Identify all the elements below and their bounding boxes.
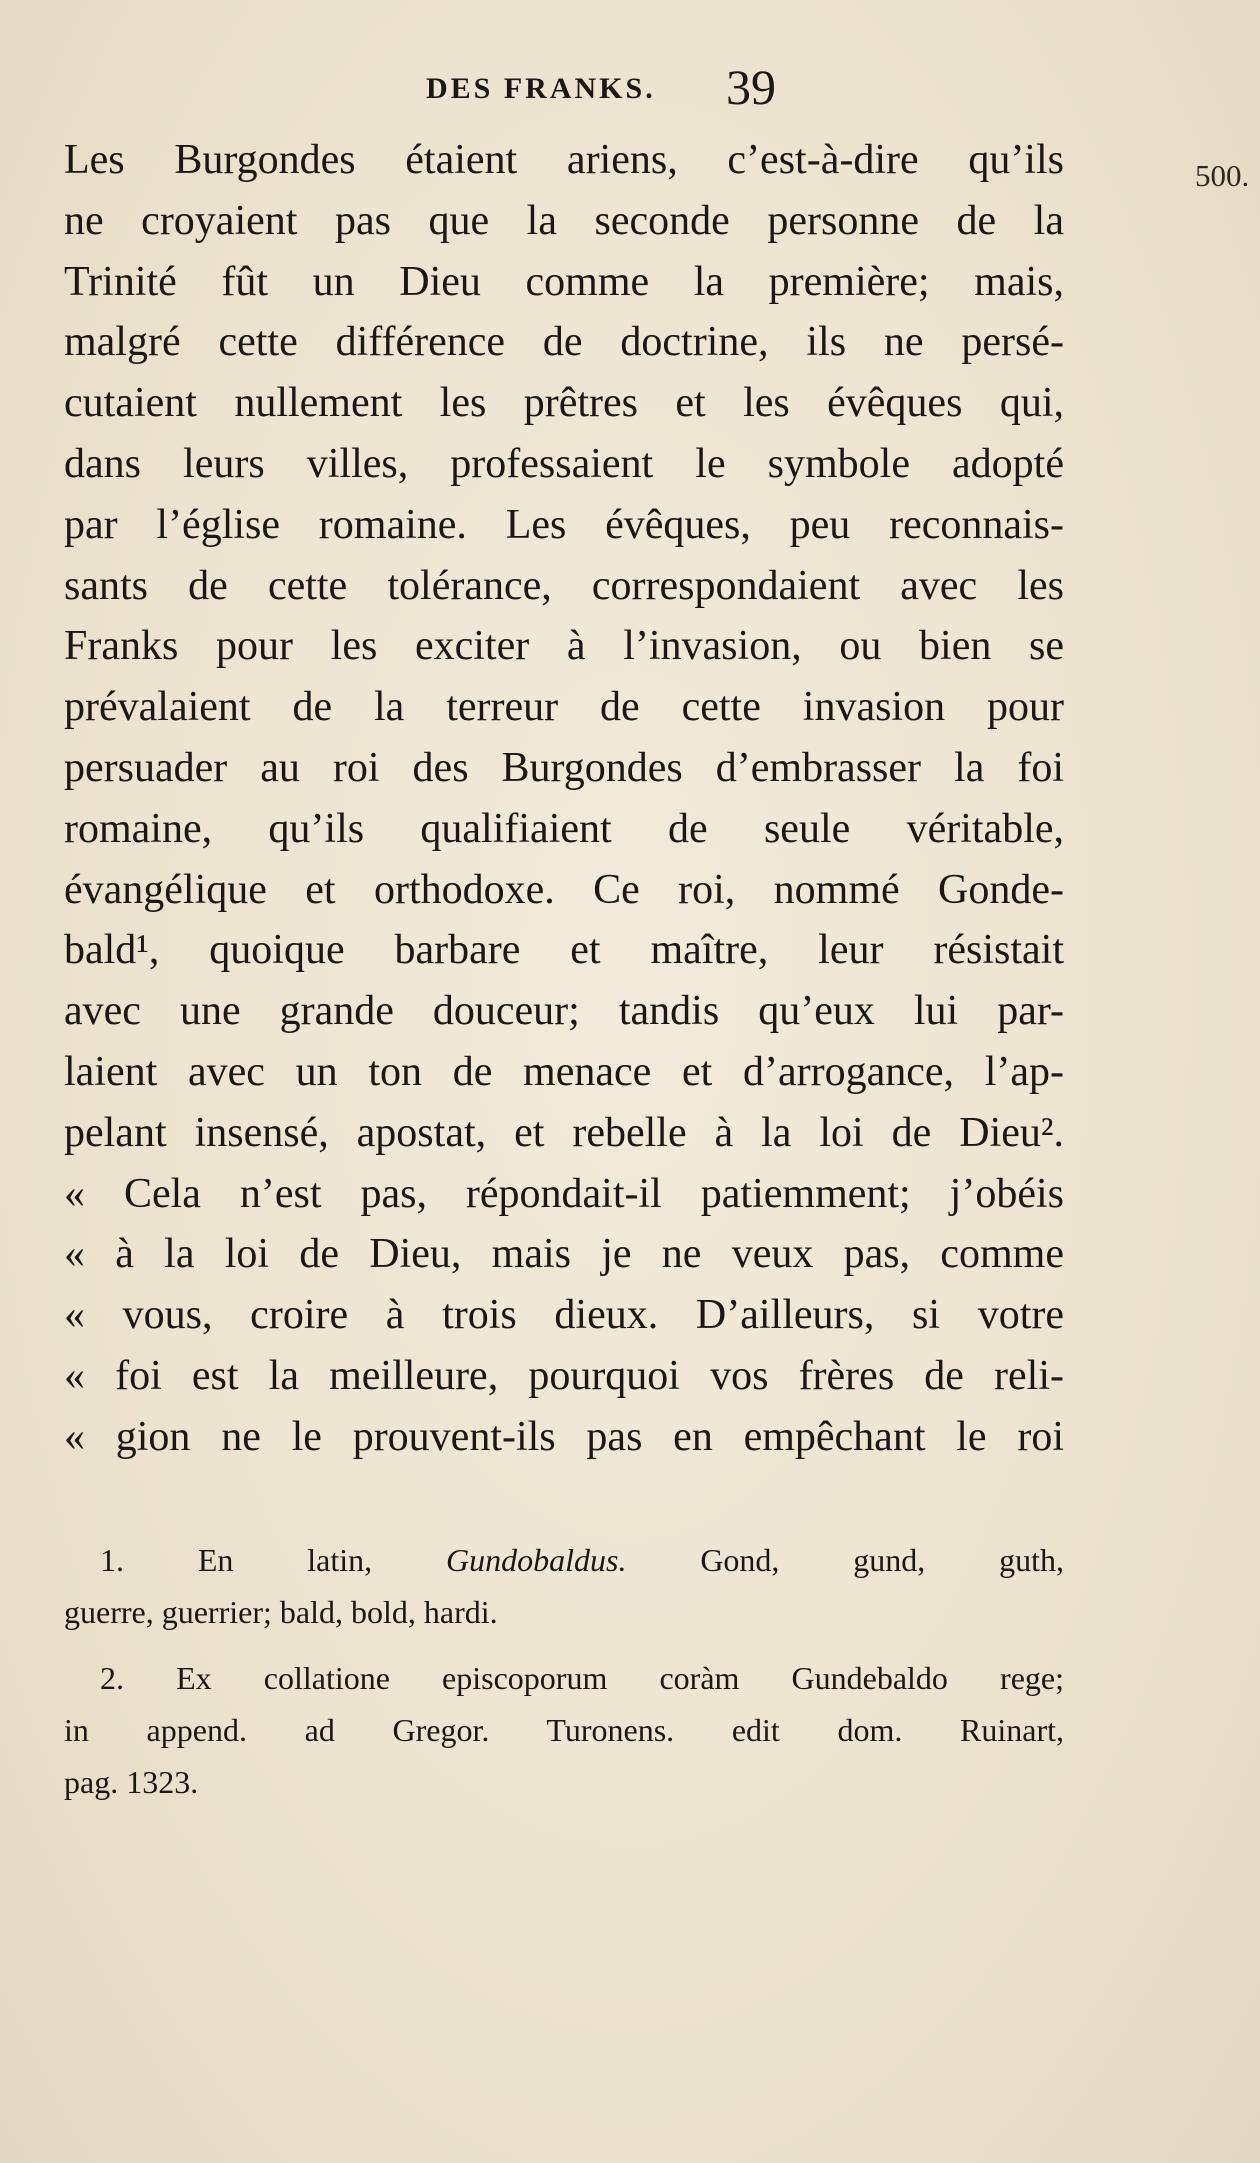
text-line: Franks pour les exciter à l’invasion, ou bien se [64, 623, 1064, 670]
text-line: sants de cette tolérance, correspondaient avec les [64, 562, 1064, 609]
footnote-1-line-1 [64, 1534, 1064, 1586]
footnote-2-line-1: 2. Ex collatione episcoporum coràm Gundebaldo rege; [100, 1660, 1064, 1696]
text-line: par l’église romaine. Les évêques, peu reconnais- [64, 501, 1064, 548]
footnotes [64, 1534, 1064, 1808]
footnote-1-post: Gond, gund, guth, [700, 1542, 1065, 1578]
text-line: prévalaient de la terreur de cette invasion pour [64, 684, 1064, 731]
page-number: 39 [726, 59, 776, 115]
body-text [64, 130, 1064, 1468]
text-line: avec une grande douceur; tandis qu’eux lui par- [64, 988, 1064, 1035]
text-line: laient avec un ton de menace et d’arrogance, l’ap- [64, 1048, 1064, 1095]
text-line: cutaient nullement les prêtres et les évêques qui, [64, 380, 1064, 427]
text-line: ne croyaient pas que la seconde personne de la [64, 197, 1064, 244]
footnote-2-line-2: in append. ad Gregor. Turonens. edit dom. Ruinart, [64, 1712, 1064, 1748]
text-line: bald¹, quoique barbare et maître, leur résistait [64, 927, 1064, 974]
text-line: pelant insensé, apostat, et rebelle à la loi de Dieu². [64, 1109, 1064, 1156]
text-line: évangélique et orthodoxe. Ce roi, nommé Gonde- [64, 866, 1064, 913]
text-line: « gion ne le prouvent-ils pas en empêchant le roi [64, 1413, 1064, 1460]
text-line: malgré cette différence de doctrine, ils ne persé- [64, 319, 1064, 366]
footnote-1-line-2: guerre, guerrier; bald, bold, hardi. [64, 1594, 498, 1630]
footnote-2-line-3: pag. 1323. [64, 1764, 199, 1800]
footnote-1-italic: Gundobaldus. [446, 1542, 627, 1578]
page-header [400, 59, 1080, 126]
footnote-1-pre: En latin, [197, 1542, 373, 1578]
text-line: persuader au roi des Burgondes d’embrasser la foi [64, 744, 1064, 791]
text-line: « à la loi de Dieu, mais je ne veux pas, comme [64, 1231, 1064, 1278]
text-line: « Cela n’est pas, répondait-il patiemment; j’obéis [64, 1170, 1064, 1217]
text-line: « vous, croire à trois dieux. D’ailleurs, si votre [64, 1292, 1064, 1339]
text-line: Trinité fût un Dieu comme la première; mais, [64, 258, 1064, 305]
text-line: romaine, qu’ils qualifiaient de seule véritable, [64, 805, 1064, 852]
footnote-1-number: 1. [100, 1542, 124, 1578]
text-line: Les Burgondes étaient ariens, c’est-à-dire qu’ils [64, 137, 1064, 183]
text-line: dans leurs villes, professaient le symbole adopté [64, 440, 1064, 487]
margin-year-note: 500. [1195, 158, 1250, 193]
running-head: DES FRANKS. [426, 72, 656, 105]
text-line: « foi est la meilleure, pourquoi vos frères de reli- [64, 1352, 1064, 1399]
